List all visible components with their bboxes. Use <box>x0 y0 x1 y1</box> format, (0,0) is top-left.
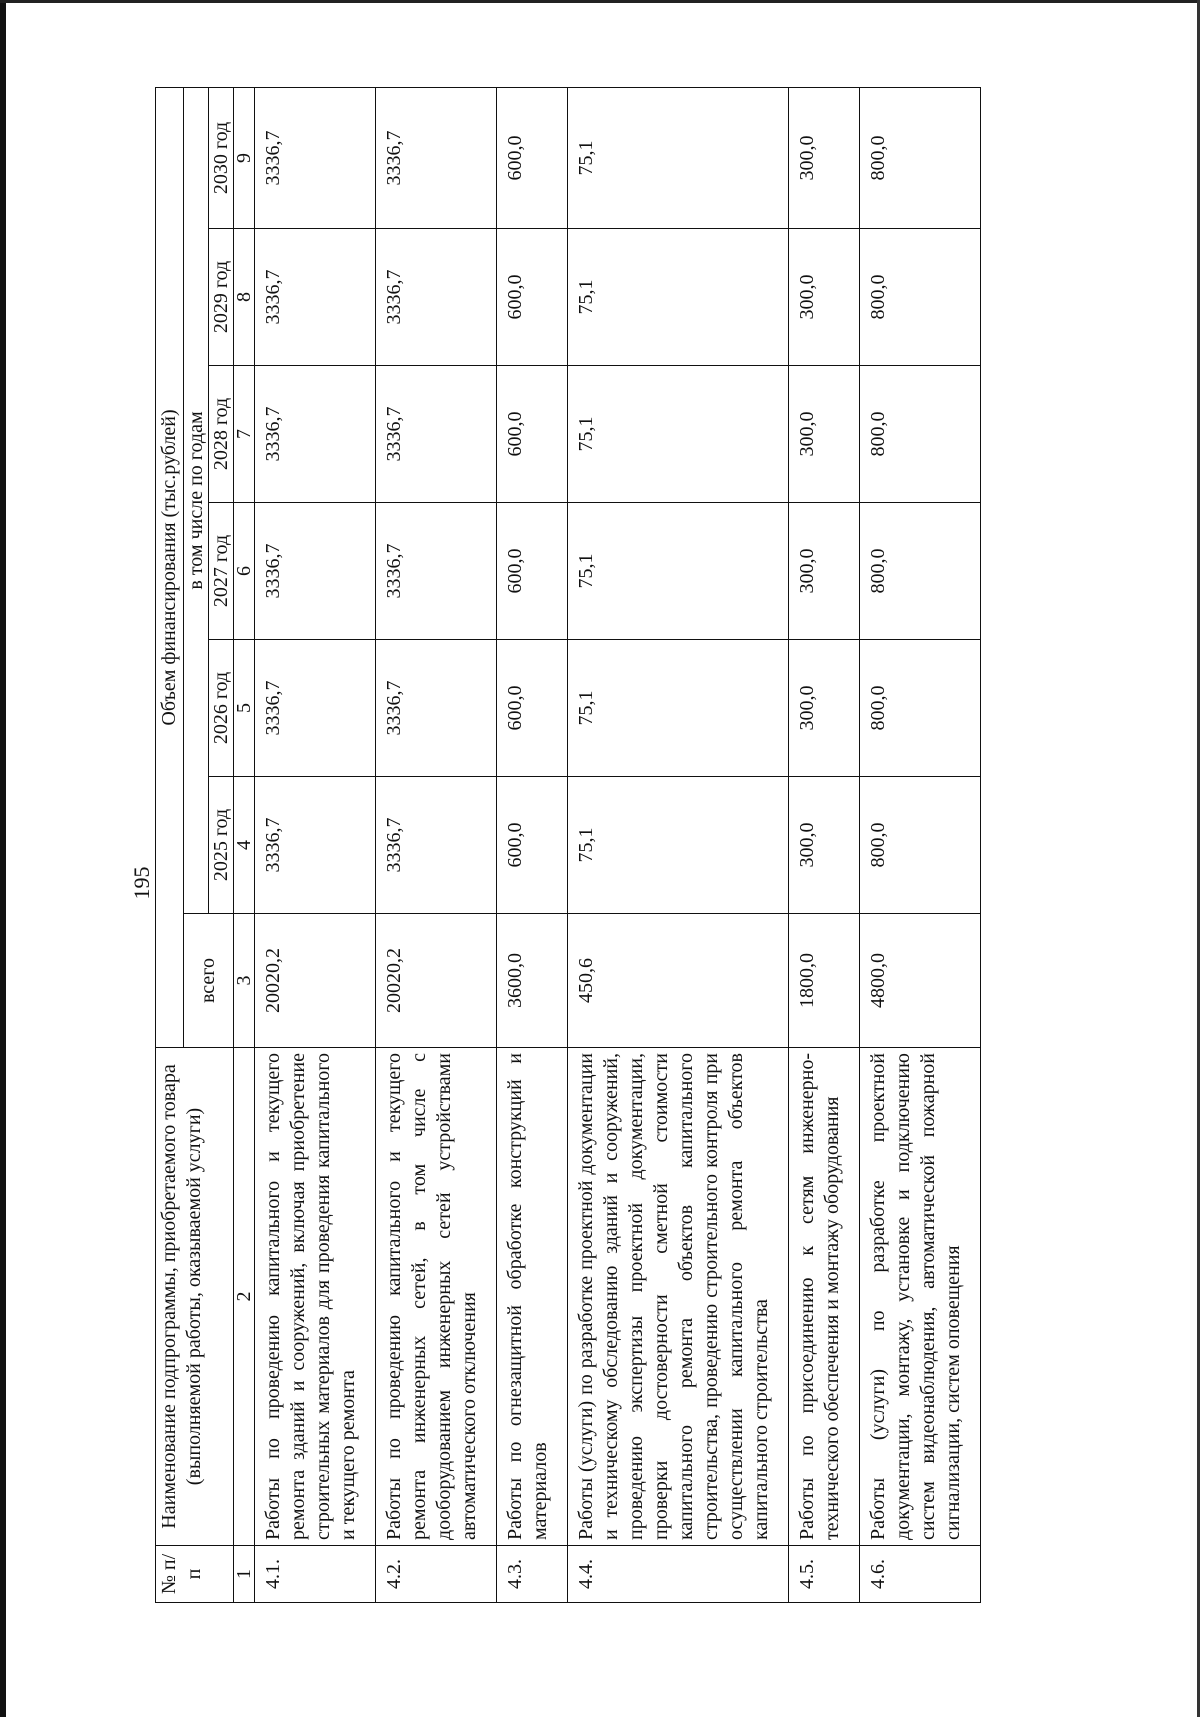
header-num: № п/п <box>156 1546 234 1603</box>
row-year-value: 75,1 <box>568 503 789 640</box>
row-year-value: 600,0 <box>497 503 568 640</box>
row-year-value: 600,0 <box>497 229 568 366</box>
row-year-value: 300,0 <box>789 366 860 503</box>
row-num: 4.3. <box>497 1546 568 1603</box>
table-row <box>255 87 376 1602</box>
column-number: 5 <box>234 640 255 777</box>
header-row-1 <box>156 87 184 1602</box>
header-year: 2028 год <box>209 366 234 503</box>
header-year: 2027 год <box>209 503 234 640</box>
header-total: всего <box>184 914 234 1048</box>
row-year-value: 3336,7 <box>255 229 376 366</box>
row-num: 4.2. <box>376 1546 497 1603</box>
row-num: 4.4. <box>568 1546 789 1603</box>
header-year: 2029 год <box>209 229 234 366</box>
row-num: 4.6. <box>860 1546 981 1603</box>
row-year-value: 800,0 <box>860 229 981 366</box>
row-year-value: 300,0 <box>789 229 860 366</box>
row-num: 4.5. <box>789 1546 860 1603</box>
row-year-value: 3336,7 <box>376 777 497 914</box>
row-name: Работы (услуги) по разработке проектной документации, монтажу, установке и подключению систем видеонаблюдения, автоматической пожарной сигнализации, систем оповещения <box>860 1048 981 1546</box>
scan-edge-left <box>0 0 6 1717</box>
row-year-value: 3336,7 <box>376 640 497 777</box>
column-number: 2 <box>234 1048 255 1546</box>
row-year-value: 75,1 <box>568 640 789 777</box>
row-total: 20020,2 <box>376 914 497 1048</box>
column-number: 4 <box>234 777 255 914</box>
row-year-value: 3336,7 <box>255 366 376 503</box>
row-year-value: 3336,7 <box>255 640 376 777</box>
table-row <box>789 87 860 1602</box>
row-total: 1800,0 <box>789 914 860 1048</box>
row-year-value: 600,0 <box>497 777 568 914</box>
header-year: 2026 год <box>209 640 234 777</box>
header-by-years: в том числе по годам <box>184 87 209 913</box>
header-funding: Объем финансирования (тыс.рублей) <box>156 87 184 1047</box>
row-year-value: 800,0 <box>860 366 981 503</box>
page-number: 195 <box>129 866 154 900</box>
row-year-value: 300,0 <box>789 640 860 777</box>
row-year-value: 75,1 <box>568 229 789 366</box>
row-year-value: 800,0 <box>860 777 981 914</box>
row-year-value: 3336,7 <box>255 503 376 640</box>
row-year-value: 300,0 <box>789 87 860 228</box>
row-year-value: 3336,7 <box>376 87 497 228</box>
column-number-row <box>234 87 255 1602</box>
row-num: 4.1. <box>255 1546 376 1603</box>
rotated-table-container <box>155 88 1060 1603</box>
table-row <box>568 87 789 1602</box>
row-year-value: 300,0 <box>789 503 860 640</box>
column-number: 1 <box>234 1546 255 1603</box>
scan-edge-top <box>0 0 1200 3</box>
row-year-value: 600,0 <box>497 87 568 228</box>
column-number: 9 <box>234 87 255 228</box>
row-name: Работы по проведению капитального и текущего ремонта инженерных сетей, в том числе с дооборудованием инженерных сетей устройствами автоматического отключения <box>376 1048 497 1546</box>
row-year-value: 3336,7 <box>255 777 376 914</box>
funding-table <box>155 87 981 1603</box>
table-row <box>497 87 568 1602</box>
column-number: 3 <box>234 914 255 1048</box>
row-name: Работы по проведению капитального и текущего ремонта зданий и сооружений, включая приобретение строительных материалов для проведения капитального и текущего ремонта <box>255 1048 376 1546</box>
row-year-value: 3336,7 <box>376 366 497 503</box>
row-year-value: 800,0 <box>860 87 981 228</box>
row-name: Работы по присоединению к сетям инженерно-технического обеспечения и монтажу оборудования <box>789 1048 860 1546</box>
row-total: 450,6 <box>568 914 789 1048</box>
row-year-value: 600,0 <box>497 640 568 777</box>
table-row <box>860 87 981 1602</box>
row-year-value: 600,0 <box>497 366 568 503</box>
row-year-value: 800,0 <box>860 640 981 777</box>
row-name: Работы (услуги) по разработке проектной документации и техническому обследованию зданий и сооружений, проведению экспертизы проектной документации, проверки достоверности сметной стоимости капитального ремонта объектов капитального строительства, проведению строительного контроля при осуществлении капитального ремонта объектов капитального строительства <box>568 1048 789 1546</box>
row-year-value: 3336,7 <box>376 229 497 366</box>
row-year-value: 3336,7 <box>255 87 376 228</box>
row-year-value: 800,0 <box>860 503 981 640</box>
row-year-value: 75,1 <box>568 777 789 914</box>
row-name: Работы по огнезащитной обработке конструкций и материалов <box>497 1048 568 1546</box>
row-year-value: 300,0 <box>789 777 860 914</box>
header-year: 2025 год <box>209 777 234 914</box>
column-number: 7 <box>234 366 255 503</box>
row-total: 3600,0 <box>497 914 568 1048</box>
row-year-value: 75,1 <box>568 87 789 228</box>
column-number: 8 <box>234 229 255 366</box>
row-total: 20020,2 <box>255 914 376 1048</box>
row-year-value: 3336,7 <box>376 503 497 640</box>
table-row <box>376 87 497 1602</box>
column-number: 6 <box>234 503 255 640</box>
header-year: 2030 год <box>209 87 234 228</box>
header-name: Наименование подпрограммы, приобретаемого товара (выполняемой работы, оказываемой услуги) <box>156 1048 234 1546</box>
row-total: 4800,0 <box>860 914 981 1048</box>
row-year-value: 75,1 <box>568 366 789 503</box>
